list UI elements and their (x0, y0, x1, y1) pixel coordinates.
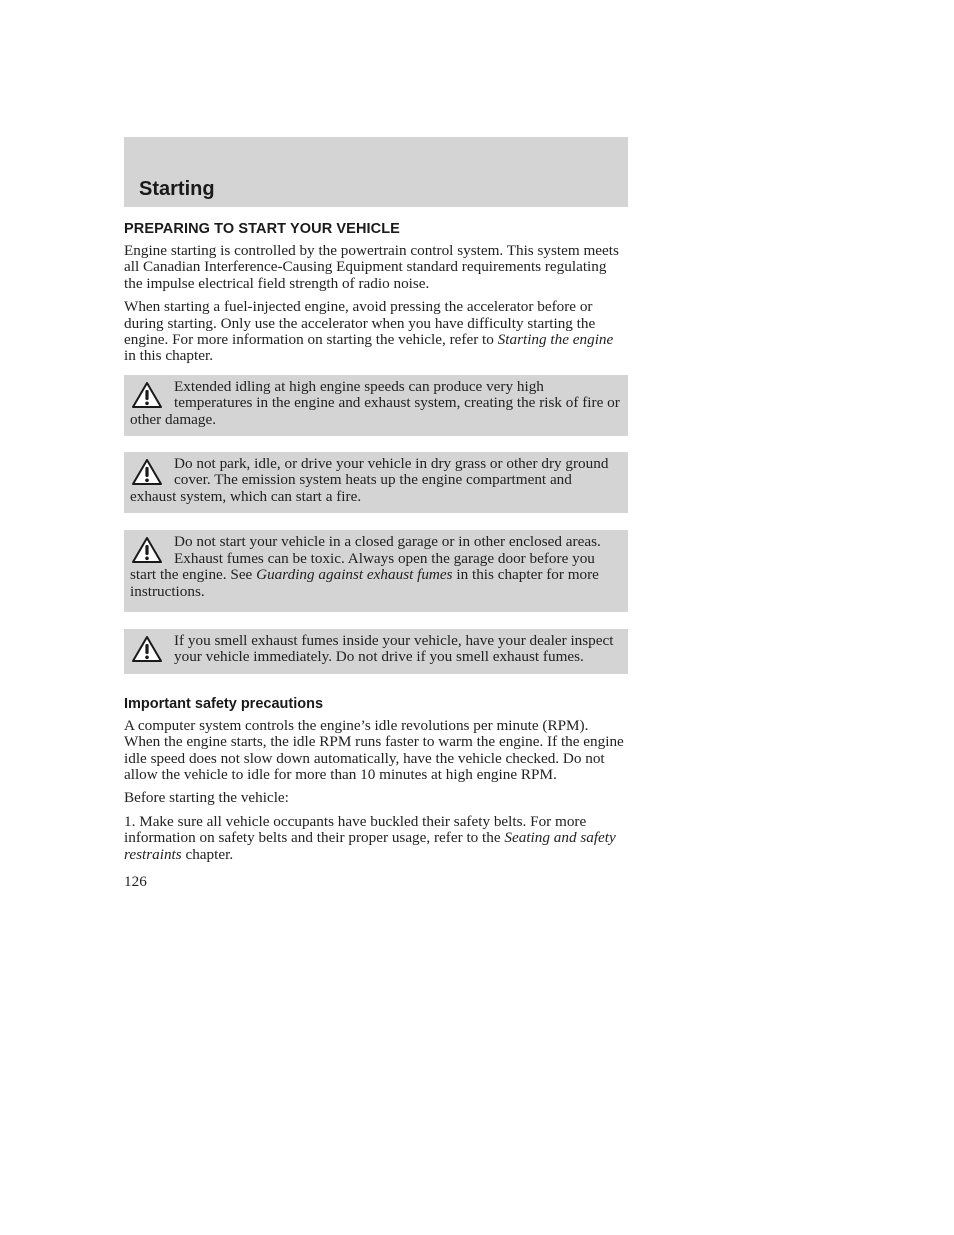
warning-text: in this chapter for more instructions. (130, 566, 599, 600)
warning-text: If you smell exhaust fumes inside your vehicle, have your dealer inspect your vehicle immediately. Do not drive if you smell exhaust fumes. (174, 631, 614, 666)
warning-triangle-icon (131, 635, 163, 663)
paragraph-text: in this chapter. (124, 347, 213, 365)
page-number: 126 (124, 872, 147, 890)
warning-text: Do not start your vehicle in a closed garage or in other enclosed areas. Exhaust fumes can be toxic. Always open the garage door before you start the engine. See (130, 533, 601, 584)
warning-text: Do not park, idle, or drive your vehicle in dry grass or other dry ground cover. The emission system heats up the engine compartment and exhaust system, which can start a fire. (130, 455, 609, 505)
chapter-title: Starting (139, 178, 215, 200)
list-item (124, 814, 628, 863)
warning-box (124, 629, 628, 674)
paragraph: A computer system controls the engine’s idle revolutions per minute (RPM). When the engine starts, the idle RPM runs faster to warm the engine. If the engine idle speed does not slow down automatically, have the vehicle checked. Do not allow the vehicle to idle for more than 10 minutes at high engine RPM. (124, 716, 624, 783)
paragraph-text: When starting a fuel-injected engine, avoid pressing the accelerator before or during starting. Only use the accelerator when you have difficulty starting the engine. For more information on starting the vehicle, refer to (124, 298, 596, 349)
warning-triangle-icon (131, 381, 163, 409)
paragraph: Before starting the vehicle: (124, 789, 289, 807)
manual-page (124, 137, 628, 891)
cross-reference: Starting the engine (497, 331, 614, 349)
warning-triangle-icon (131, 536, 163, 564)
paragraph-text: chapter. (181, 845, 234, 863)
chapter-header (124, 137, 628, 207)
warning-text: Extended idling at high engine speeds can produce very high temperatures in the engine and exhaust system, creating the risk of fire or other damage. (130, 377, 620, 428)
cross-reference: Guarding against exhaust fumes (256, 566, 453, 584)
warning-box (124, 375, 628, 436)
warning-box (124, 530, 628, 612)
subsection-heading: Important safety precautions (124, 695, 324, 712)
paragraph-text: 1. Make sure all vehicle occupants have buckled their safety belts. For more information on safety belts and their proper usage, refer to the (124, 812, 587, 847)
section-heading: PREPARING TO START YOUR VEHICLE (124, 221, 400, 237)
paragraph (124, 299, 628, 365)
warning-box (124, 452, 628, 513)
cross-reference: Seating and safety restraints (124, 829, 616, 863)
warning-triangle-icon (131, 458, 163, 486)
paragraph: Engine starting is controlled by the powertrain control system. This system meets all Canadian Interference-Causing Equipment standard requirements regulating the impulse electrical field strength of radio noise. (124, 242, 619, 292)
